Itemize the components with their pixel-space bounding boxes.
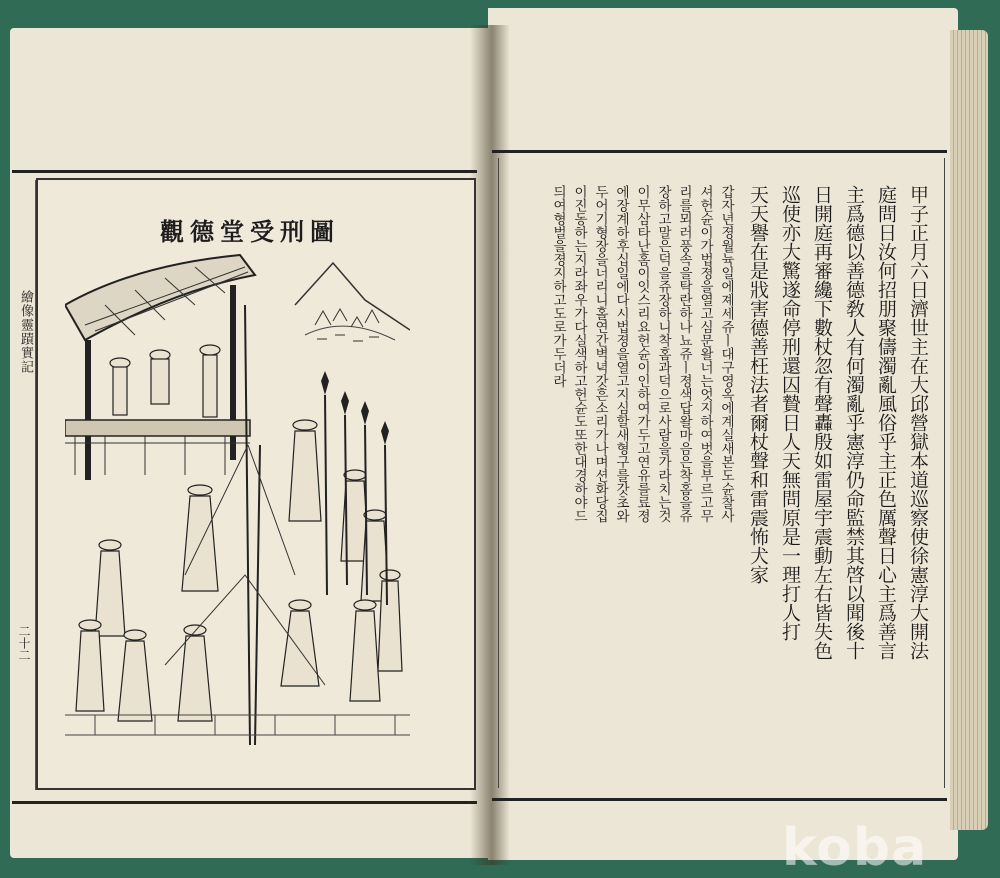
hangul-column: 리를뫼러풍속을탁란하나뇨쥬ㅣ졍색답왈마음은착홈을쥬	[676, 185, 692, 523]
page-edges	[950, 30, 988, 830]
hangul-column: 에장계하후십일에다시법졍을열고지심할새형구를갓초와	[613, 185, 629, 523]
left-margin-strip	[15, 180, 36, 790]
hanja-column: 日開庭再審纔下數杖忽有聲轟殷如雷屋宇震動左右皆失色	[811, 185, 833, 660]
hangul-column: 이진동하는지라좌우가다실색하고헌슌도또한대경하야드	[571, 185, 587, 523]
hanja-column: 巡使亦大驚遂命停刑還囚贄日人天無問原是一理打人打	[779, 185, 801, 641]
margin-book-title: 繪像靈蹟實記	[18, 290, 33, 374]
hangul-column: 셔헌슌이가법졍을열고심문왈너는엇지하여벗을부르고무	[697, 185, 713, 523]
hanja-column: 主爲德以善德敎人有何濁亂乎憲淳仍命監禁其啓以聞後十	[843, 185, 865, 660]
hanja-column: 天天譽在是戕害德善枉法者爾杖聲和雷震怖犬家	[747, 185, 769, 584]
watermark-logo: koba	[782, 818, 928, 878]
margin-page-number: 二十二	[17, 625, 31, 661]
illustration-title: 觀德堂受刑圖	[160, 217, 340, 246]
hangul-column: 두어기형장을너리니홀연간벽녁갓흔소리가나며션화당집	[592, 185, 608, 523]
hanja-column: 庭問日汝何招朋聚儔濁亂風俗乎主正色厲聲日心主爲善言	[875, 185, 897, 660]
hangul-column: 장하고말은덕을쥬장하니착홈과덕으로사람을가라치는것	[655, 185, 671, 523]
hanja-column: 甲子正月六日濟世主在大邱營獄本道巡察使徐憲淳大開法	[907, 185, 929, 660]
woodblock-illustration	[65, 245, 410, 755]
hangul-column: 이무삼타난홈이잇스리요헌슌이인하여가두고연유를료졍	[634, 185, 650, 523]
hangul-column: 듸여형벌을졍지하고도로가두더라	[550, 185, 566, 388]
hangul-column: 갑자년졍월뉵일에졔세쥬ㅣ대구영옥에계실새본도슌찰사	[718, 185, 734, 523]
